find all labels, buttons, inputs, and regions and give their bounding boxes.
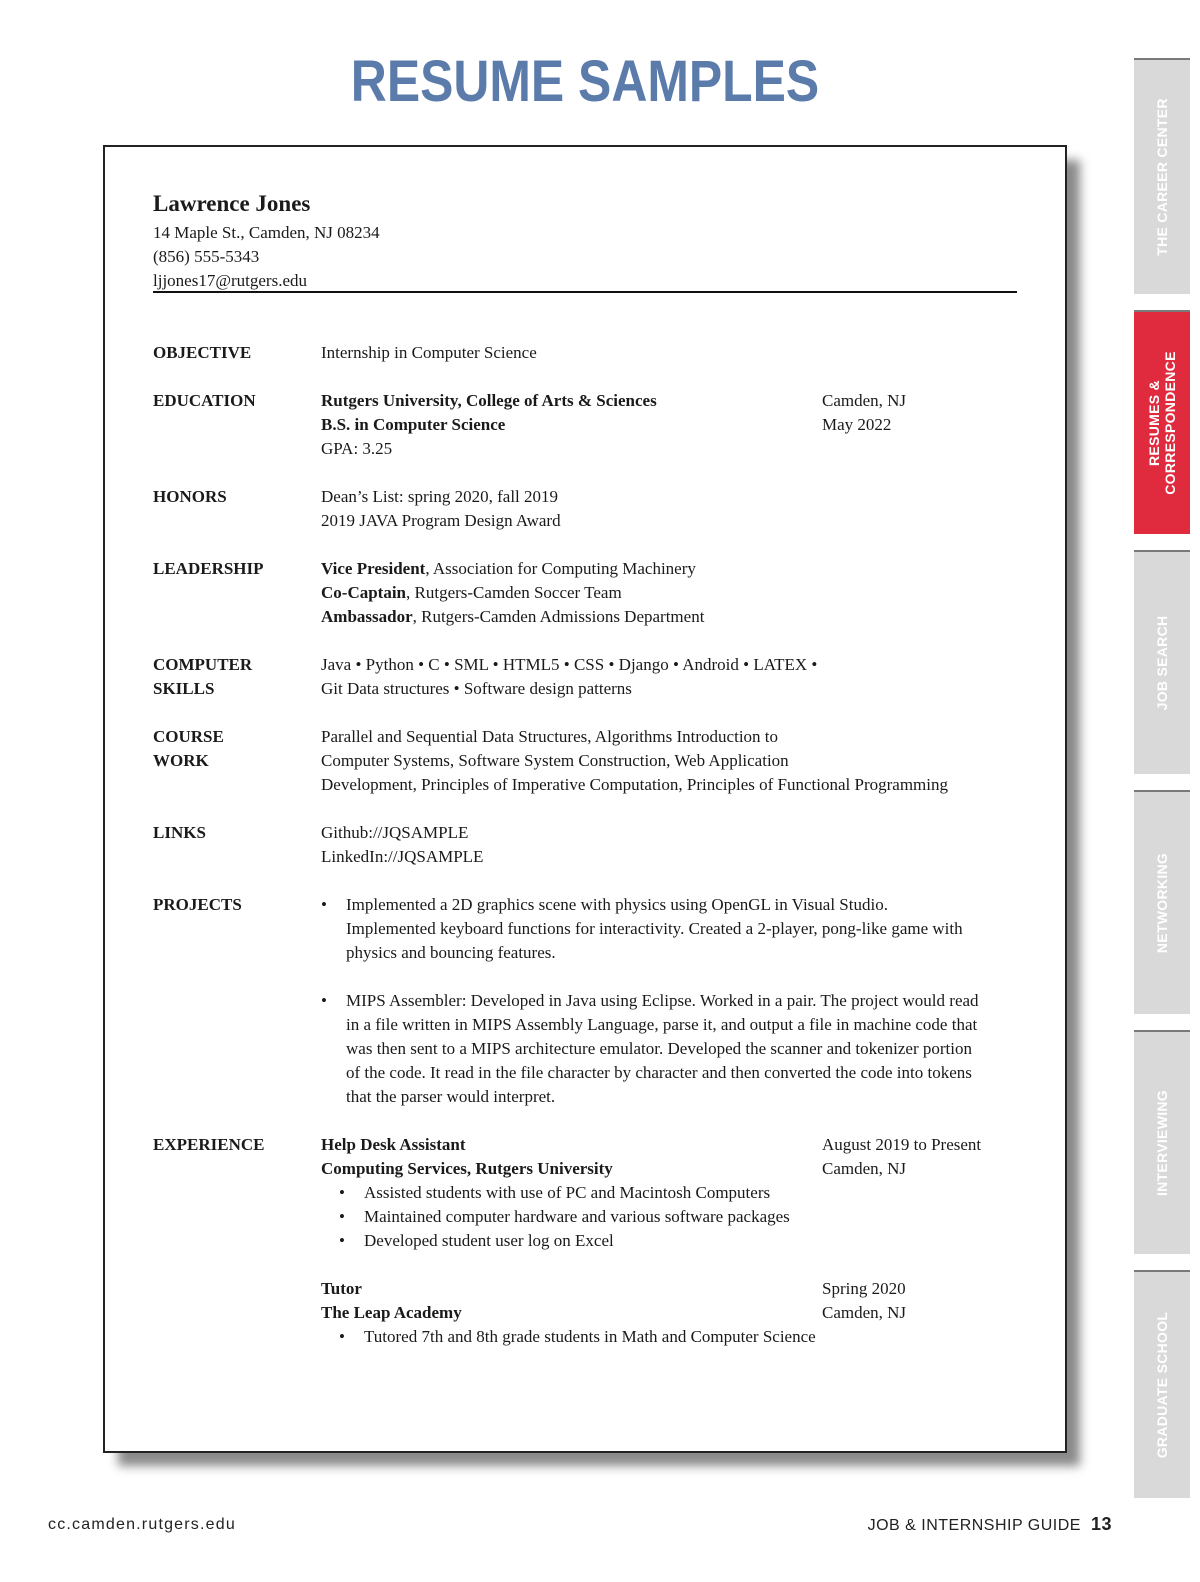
coursework-line: Parallel and Sequential Data Structures, Algorithms Introduction to [321, 727, 779, 746]
project-line: MIPS Assembler: Developed in Java using Eclipse. Worked in a pair. The project would read [346, 991, 979, 1010]
leadership-org: , Rutgers-Camden Admissions Department [412, 607, 705, 626]
footer-website[interactable]: cc.camden.rutgers.edu [48, 1516, 236, 1533]
objective-label: OBJECTIVE [153, 343, 252, 362]
project-line: Implemented a 2D graphics scene with physics using OpenGL in Visual Studio. [346, 895, 888, 914]
tab-job-search[interactable] [1134, 550, 1190, 774]
bullet-icon: • [339, 1231, 345, 1250]
tab-graduate-school[interactable] [1134, 1270, 1190, 1498]
footer-guide-title: JOB & INTERNSHIP GUIDE [867, 1517, 1081, 1534]
job-org: Computing Services, Rutgers University [321, 1159, 613, 1178]
github-link[interactable]: Github://JQSAMPLE [321, 823, 469, 842]
job-bullet-text: Developed student user log on Excel [364, 1231, 614, 1250]
resume-phone: (856) 555-5343 [153, 247, 260, 266]
job-bullet-text: Maintained computer hardware and various software packages [364, 1207, 790, 1226]
job-org: The Leap Academy [321, 1303, 462, 1322]
education-location: Camden, NJ [822, 391, 907, 410]
objective-text: Internship in Computer Science [321, 343, 537, 362]
coursework-label: COURSE [153, 727, 224, 746]
project-line: physics and bouncing features. [346, 943, 556, 962]
honors-item: 2019 JAVA Program Design Award [321, 511, 561, 530]
job-location: Camden, NJ [822, 1159, 907, 1178]
coursework-label-2: WORK [153, 751, 209, 770]
skills-label: COMPUTER [153, 655, 253, 674]
job-dates: Spring 2020 [822, 1279, 906, 1298]
tab-label [1146, 351, 1178, 494]
coursework-line: Development, Principles of Imperative Computation, Principles of Functional Programming [321, 775, 948, 794]
project-line: of the code. It read in the file character by character and then converted the code into tokens [346, 1063, 972, 1082]
resume-address: 14 Maple St., Camden, NJ 08234 [153, 223, 380, 242]
footer-guide [868, 1514, 1112, 1535]
leadership-org: , Association for Computing Machinery [425, 559, 696, 578]
honors-item: Dean’s List: spring 2020, fall 2019 [321, 487, 559, 506]
bullet-icon: • [339, 1183, 345, 1202]
education-label: EDUCATION [153, 391, 256, 410]
resume-email: ljjones17@rutgers.edu [153, 271, 307, 290]
bullet-icon: • [321, 895, 327, 914]
header-divider [153, 291, 1017, 293]
page-title: RESUME SAMPLES [350, 49, 820, 114]
resume-card [103, 145, 1067, 1453]
tab-interviewing[interactable] [1134, 1030, 1190, 1254]
project-line: was then sent to a MIPS architecture emulator. Developed the scanner and tokenizer portion [346, 1039, 972, 1058]
leadership-item [321, 581, 622, 605]
bullet-icon: • [321, 991, 327, 1010]
leadership-role: Co-Captain [321, 583, 407, 602]
education-date: May 2022 [822, 415, 892, 434]
project-line: that the parser would interpret. [346, 1087, 556, 1106]
coursework-line: Computer Systems, Software System Construction, Web Application [321, 751, 789, 770]
tab-label-line: CORRESPONDENCE [1162, 351, 1178, 495]
tab-label-line: RESUMES & [1146, 380, 1162, 466]
skills-line: Java • Python • C • SML • HTML5 • CSS • Django • Android • LATEX • [321, 655, 818, 674]
education-gpa: GPA: 3.25 [321, 439, 393, 458]
job-location: Camden, NJ [822, 1303, 907, 1322]
tab-label: THE CAREER CENTER [1154, 98, 1170, 256]
skills-label-2: SKILLS [153, 679, 215, 698]
project-line: in a file written in MIPS Assembly Language, parse it, and output a file in machine code that [346, 1015, 978, 1034]
leadership-org: , Rutgers-Camden Soccer Team [406, 583, 622, 602]
experience-label: EXPERIENCE [153, 1135, 265, 1154]
tab-label: NETWORKING [1154, 852, 1170, 954]
tab-label: JOB SEARCH [1154, 615, 1170, 711]
projects-label: PROJECTS [153, 895, 242, 914]
job-title: Help Desk Assistant [321, 1135, 466, 1154]
skills-line: Git Data structures • Software design patterns [321, 679, 632, 698]
education-school: Rutgers University, College of Arts & Sciences [321, 391, 657, 410]
tab-resumes-correspondence[interactable] [1134, 310, 1190, 534]
tab-networking[interactable] [1134, 790, 1190, 1014]
education-degree: B.S. in Computer Science [321, 415, 506, 434]
bullet-icon: • [339, 1207, 345, 1226]
job-bullet-text: Assisted students with use of PC and Macintosh Computers [364, 1183, 771, 1202]
job-bullet-text: Tutored 7th and 8th grade students in Math and Computer Science [364, 1327, 816, 1346]
leadership-item [321, 557, 696, 581]
job-dates: August 2019 to Present [822, 1135, 982, 1154]
project-line: Implemented keyboard functions for interactivity. Created a 2-player, pong-like game with [346, 919, 963, 938]
section-tabs [1134, 58, 1190, 1508]
tab-label: INTERVIEWING [1154, 1089, 1170, 1197]
bullet-icon: • [339, 1327, 345, 1346]
resume-name: Lawrence Jones [153, 191, 311, 216]
tab-career-center[interactable] [1134, 58, 1190, 294]
job-title: Tutor [321, 1279, 362, 1298]
links-label: LINKS [153, 823, 206, 842]
leadership-item [321, 605, 704, 629]
linkedin-link[interactable]: LinkedIn://JQSAMPLE [321, 847, 484, 866]
honors-label: HONORS [153, 487, 227, 506]
leadership-role: Vice President [321, 559, 426, 578]
page-number: 13 [1090, 1514, 1112, 1534]
leadership-role: Ambassador [321, 607, 413, 626]
tab-label: GRADUATE SCHOOL [1154, 1311, 1170, 1459]
leadership-label: LEADERSHIP [153, 559, 264, 578]
